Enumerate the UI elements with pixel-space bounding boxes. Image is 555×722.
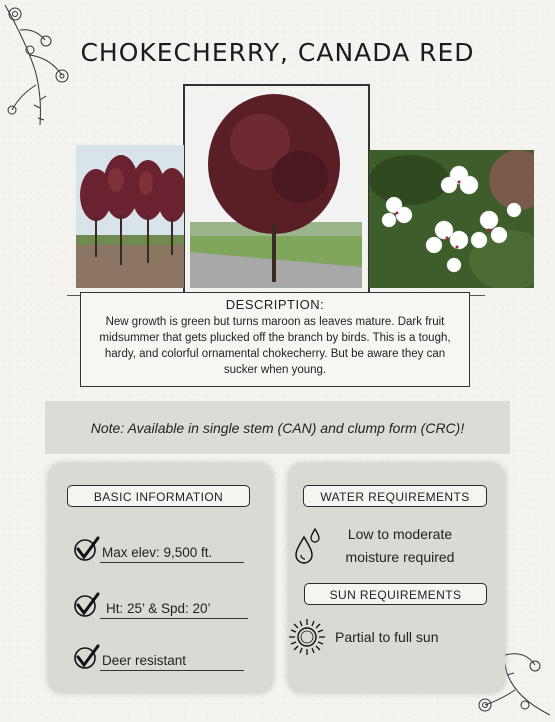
basic-info-item (72, 643, 244, 671)
page-title: CHOKECHERRY, CANADA RED (80, 38, 475, 67)
sun-text: Partial to full sun (335, 629, 439, 645)
deer-resistant-label: Deer resistant (100, 653, 244, 671)
basic-info-heading: BASIC INFORMATION (67, 485, 250, 507)
description-box (80, 292, 470, 387)
checkmark-icon (72, 591, 100, 619)
water-text-line1: Low to moderate (347, 526, 453, 542)
water-heading: WATER REQUIREMENTS (303, 485, 487, 507)
height-spread-label: Ht: 25’ & Spd: 20’ (100, 601, 248, 619)
tree-row-photo (76, 145, 184, 288)
checkmark-icon (72, 643, 100, 671)
sun-icon (287, 617, 327, 657)
single-tree-photo (190, 92, 362, 288)
checkmark-icon (72, 535, 100, 563)
description-text: New growth is green but turns maroon as leaves mature. Dark fruit midsummer that gets plucked off the branch by birds. This is a tough, hardy, and colorful ornamental chokecherry. But be aware they can sucker when young. (99, 316, 451, 376)
basic-info-item (72, 591, 248, 619)
basic-info-item (72, 535, 244, 563)
water-text-line2: moisture required (345, 549, 455, 565)
availability-note (45, 401, 510, 454)
flower-photo (369, 150, 534, 288)
description-heading: DESCRIPTION: (225, 297, 325, 312)
note-text: Note: Available in single stem (CAN) and clump form (CRC)! (90, 419, 465, 436)
sun-heading: SUN REQUIREMENTS (304, 583, 487, 605)
water-drops-icon (293, 527, 323, 565)
water-text (330, 523, 470, 569)
max-elevation-label: Max elev: 9,500 ft. (100, 545, 244, 563)
